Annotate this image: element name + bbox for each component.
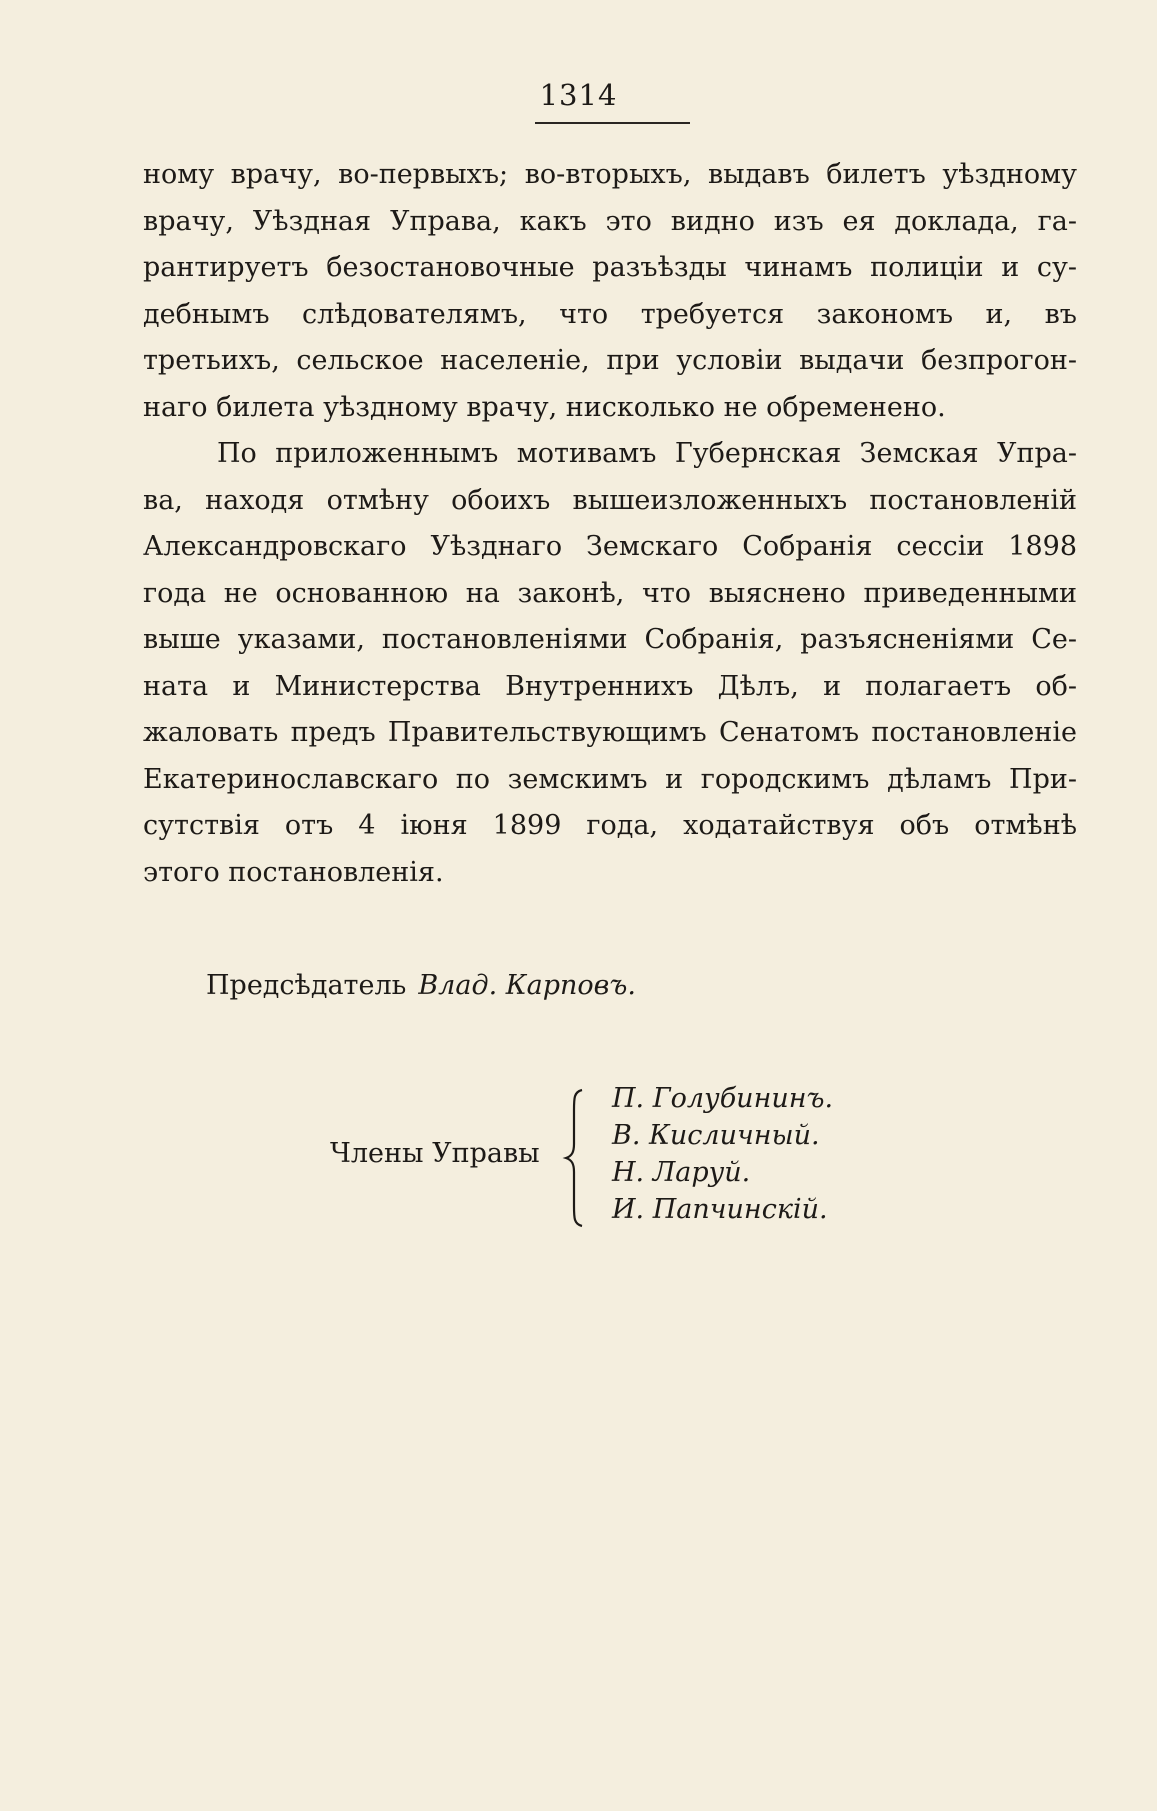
text-line: выше указами, постановленіями Собранія, разъясненіями Се- (143, 624, 1077, 655)
member-name: В. Кисличный. (612, 1120, 820, 1151)
text-line: жаловать предъ Правительствующимъ Сенатомъ постановленіе (143, 717, 1077, 748)
members-label: Члены Управы (330, 1138, 540, 1169)
text-line: сутствія отъ 4 іюня 1899 года, ходатайствуя объ отмѣнѣ (143, 810, 1077, 841)
text-line: врачу, Уѣздная Управа, какъ это видно изъ ея доклада, га- (143, 205, 1077, 237)
text-line: этого постановленія. (143, 856, 444, 888)
member-name: П. Голубининъ. (612, 1083, 834, 1114)
text-line: Екатеринославскаго по земскимъ и городскимъ дѣламъ При- (143, 763, 1077, 795)
chairman-signature-block (206, 970, 636, 1001)
text-line: ва, находя отмѣну обоихъ вышеизложенныхъ постановленій (143, 484, 1077, 516)
text-line: наго билета уѣздному врачу, нисколько не обременено. (143, 391, 946, 423)
body-text (143, 152, 1077, 896)
text-line: ната и Министерства Внутреннихъ Дѣлъ, и полагаетъ об- (143, 670, 1077, 702)
text-line: ному врачу, во-первыхъ; во-вторыхъ, выдавъ билетъ уѣздному (143, 159, 1077, 190)
text-line: третьихъ, сельское населеніе, при условіи выдачи безпрогон- (143, 345, 1077, 376)
member-name: И. Папчинскій. (612, 1194, 828, 1225)
member-name: Н. Ларуй. (612, 1157, 751, 1188)
text-line: года не основанною на законѣ, что выяснено приведенными (143, 577, 1077, 609)
page-number: 1314 (539, 78, 618, 112)
paragraph-1 (143, 152, 1077, 431)
members-list (612, 1080, 833, 1228)
chairman-title: Предсѣдатель (206, 970, 407, 1001)
paragraph-2 (143, 431, 1077, 896)
text-line: дебнымъ слѣдователямъ, что требуется закономъ и, въ (143, 298, 1077, 330)
text-line: По приложеннымъ мотивамъ Губернская Земская Упра- (217, 438, 1077, 469)
page-number-rule (535, 122, 690, 124)
chairman-signature: Влад. Карповъ. (418, 970, 636, 1001)
text-line: Александровскаго Уѣзднаго Земскаго Собранія сессіи 1898 (143, 531, 1077, 562)
text-line: рантируетъ безостановочные разъѣзды чинамъ полиціи и су- (143, 252, 1077, 283)
curly-brace-icon (562, 1088, 588, 1228)
